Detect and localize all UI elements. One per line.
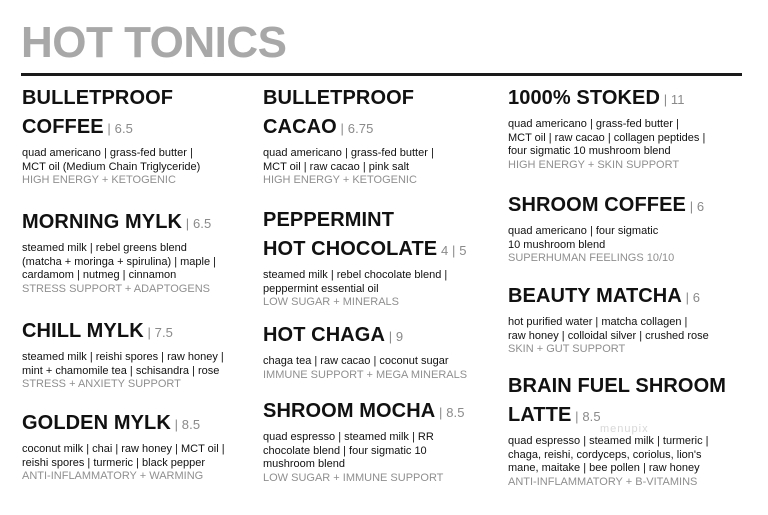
item-description-line: hot purified water | matcha collagen | xyxy=(508,316,688,328)
item-description-line: mane, maitake | bee pollen | raw honey xyxy=(508,462,700,474)
item-description-line: steamed milk | rebel greens blend xyxy=(22,242,187,254)
menu-item xyxy=(22,317,262,392)
item-description-line: quad americano | grass-fed butter | xyxy=(508,118,679,130)
item-name xyxy=(508,191,748,221)
item-benefit-tag xyxy=(263,174,503,188)
item-name xyxy=(508,84,748,114)
item-description-line: mushroom blend xyxy=(263,458,345,470)
item-description-line: raw honey | colloidal silver | crushed rose xyxy=(508,329,709,342)
item-name-text: CHILL MYLK xyxy=(22,320,144,342)
item-benefit-line: HIGH ENERGY + KETOGENIC xyxy=(263,174,417,186)
item-description xyxy=(22,443,262,470)
menu-item xyxy=(22,208,262,296)
item-benefit-line: LOW SUGAR + IMMUNE SUPPORT xyxy=(263,471,444,484)
item-name xyxy=(508,372,748,431)
item-name-line xyxy=(508,84,748,114)
item-price: | 8.5 xyxy=(170,417,201,432)
watermark: menupix xyxy=(600,423,649,435)
item-benefit-tag xyxy=(263,472,503,486)
item-name-line xyxy=(22,409,262,439)
item-benefit-tag xyxy=(22,174,262,188)
item-description-line: quad americano | grass-fed butter | xyxy=(22,147,193,159)
item-price: | 7.5 xyxy=(143,325,174,340)
menu-item xyxy=(263,84,503,188)
item-name xyxy=(22,317,262,347)
item-benefit-line: LOW SUGAR + MINERALS xyxy=(263,296,400,308)
item-benefit-line: IMMUNE SUPPORT + MEGA MINERALS xyxy=(263,368,468,381)
item-name-text: SHROOM COFFEE xyxy=(508,194,686,216)
item-benefit-tag xyxy=(508,159,748,173)
item-benefit-line: SUPERHUMAN FEELINGS 10/10 xyxy=(508,252,675,264)
item-description xyxy=(508,316,748,343)
item-description xyxy=(22,351,262,378)
item-description xyxy=(508,118,748,159)
item-description xyxy=(263,147,503,174)
item-name-text: SHROOM MOCHA xyxy=(263,400,436,422)
item-name-text: GOLDEN MYLK xyxy=(22,412,171,434)
item-name xyxy=(263,206,503,265)
item-price: | 11 xyxy=(660,92,685,107)
item-name-line xyxy=(263,84,503,113)
item-price: | 6.75 xyxy=(336,121,374,136)
item-name-line xyxy=(22,208,262,238)
item-name-line xyxy=(263,235,503,265)
item-name xyxy=(508,282,748,312)
item-description-line: quad espresso | steamed milk | RR xyxy=(263,431,434,443)
item-name-text: 1000% STOKED xyxy=(508,87,661,109)
item-description xyxy=(508,435,748,476)
item-name-text: BULLETPROOF xyxy=(263,87,415,109)
item-description-line: chocolate blend | four sigmatic 10 xyxy=(263,444,427,457)
item-description-line: 10 mushroom blend xyxy=(508,238,606,251)
item-benefit-line: STRESS SUPPORT + ADAPTOGENS xyxy=(22,282,210,295)
item-name-line xyxy=(263,321,503,351)
item-name-line xyxy=(22,84,262,113)
item-name-text: CACAO xyxy=(263,116,337,138)
item-benefit-tag xyxy=(508,476,748,490)
item-description xyxy=(508,225,748,252)
item-price: | 6 xyxy=(685,199,705,214)
item-description-line: (matcha + moringa + spirulina) | maple | xyxy=(22,255,217,268)
item-price: | 6 xyxy=(681,290,701,305)
item-description-line: steamed milk | reishi spores | raw honey | xyxy=(22,351,224,363)
item-benefit-tag xyxy=(263,296,503,310)
item-benefit-line: ANTI-INFLAMMATORY + B-VITAMINS xyxy=(508,475,698,488)
item-name-line xyxy=(263,113,503,143)
menu-item xyxy=(508,191,748,266)
item-description-line: MCT oil | raw cacao | pink salt xyxy=(263,160,410,173)
item-name-text: BRAIN FUEL SHROOM xyxy=(508,375,726,397)
item-description xyxy=(263,355,503,369)
item-name-text: BEAUTY MATCHA xyxy=(508,285,682,307)
item-name-text: HOT CHOCOLATE xyxy=(263,238,438,260)
item-price: 4 | 5 xyxy=(437,243,467,258)
item-price: | 9 xyxy=(385,329,404,344)
item-name-text: PEPPERMINT xyxy=(263,209,395,231)
item-benefit-line: ANTI-INFLAMMATORY + WARMING xyxy=(22,470,204,482)
menu-item xyxy=(22,84,262,188)
item-price: | 6.5 xyxy=(103,121,133,136)
item-description-line: peppermint essential oil xyxy=(263,282,379,295)
item-name-text: COFFEE xyxy=(22,116,104,138)
item-name xyxy=(22,409,262,439)
item-price: | 6.5 xyxy=(182,216,212,231)
item-name-line xyxy=(508,282,748,312)
title-divider xyxy=(21,73,742,76)
menu-item xyxy=(508,84,748,172)
item-description xyxy=(263,269,503,296)
item-name-line xyxy=(508,191,748,221)
item-benefit-tag xyxy=(508,252,748,266)
menu-item xyxy=(508,372,748,489)
item-description xyxy=(22,147,262,174)
item-price: | 8.5 xyxy=(571,409,601,424)
item-name-line xyxy=(508,401,748,431)
item-description-line: quad americano | four sigmatic xyxy=(508,225,659,237)
menu-title: HOT TONICS xyxy=(21,18,287,67)
item-name-line xyxy=(263,206,503,235)
item-description-line: four sigmatic 10 mushroom blend xyxy=(508,145,671,157)
item-description-line: cardamom | nutmeg | cinnamon xyxy=(22,269,177,281)
item-name-text: LATTE xyxy=(508,404,572,426)
item-price: | 8.5 xyxy=(435,405,465,420)
item-benefit-line: HIGH ENERGY + SKIN SUPPORT xyxy=(508,158,680,171)
item-description-line: coconut milk | chai | raw honey | MCT oil | xyxy=(22,443,225,455)
item-description-line: reishi spores | turmeric | black pepper xyxy=(22,456,206,469)
item-name-line xyxy=(263,397,503,427)
item-description-line: chaga tea | raw cacao | coconut sugar xyxy=(263,355,449,367)
item-benefit-tag xyxy=(508,343,748,357)
item-name-line xyxy=(22,317,262,347)
item-name-text: BULLETPROOF xyxy=(22,87,174,109)
item-benefit-tag xyxy=(263,369,503,383)
item-name xyxy=(263,84,503,143)
item-description-line: MCT oil | raw cacao | collagen peptides | xyxy=(508,131,706,144)
menu-item xyxy=(508,282,748,357)
item-description-line: quad americano | grass-fed butter | xyxy=(263,147,434,159)
item-name-text: MORNING MYLK xyxy=(22,211,183,233)
item-name-line xyxy=(508,372,748,401)
menu-item xyxy=(263,206,503,310)
item-name-line xyxy=(22,113,262,143)
item-description-line: chaga, reishi, cordyceps, coriolus, lion's xyxy=(508,448,702,461)
item-benefit-line: SKIN + GUT SUPPORT xyxy=(508,343,626,355)
item-name xyxy=(263,397,503,427)
item-description-line: mint + chamomile tea | schisandra | rose xyxy=(22,364,220,377)
item-description-line: quad espresso | steamed milk | turmeric | xyxy=(508,435,709,447)
item-benefit-line: HIGH ENERGY + KETOGENIC xyxy=(22,174,176,186)
item-benefit-tag xyxy=(22,470,262,484)
item-description xyxy=(263,431,503,472)
item-description-line: MCT oil (Medium Chain Triglyceride) xyxy=(22,160,201,173)
item-name xyxy=(263,321,503,351)
item-benefit-tag xyxy=(22,378,262,392)
item-name xyxy=(22,208,262,238)
menu-item xyxy=(263,321,503,382)
item-benefit-line: STRESS + ANXIETY SUPPORT xyxy=(22,378,181,390)
item-name-text: HOT CHAGA xyxy=(263,324,386,346)
item-description-line: steamed milk | rebel chocolate blend | xyxy=(263,269,448,281)
menu-item xyxy=(22,409,262,484)
item-description xyxy=(22,242,262,283)
item-name xyxy=(22,84,262,143)
item-benefit-tag xyxy=(22,283,262,297)
menu-item xyxy=(263,397,503,485)
